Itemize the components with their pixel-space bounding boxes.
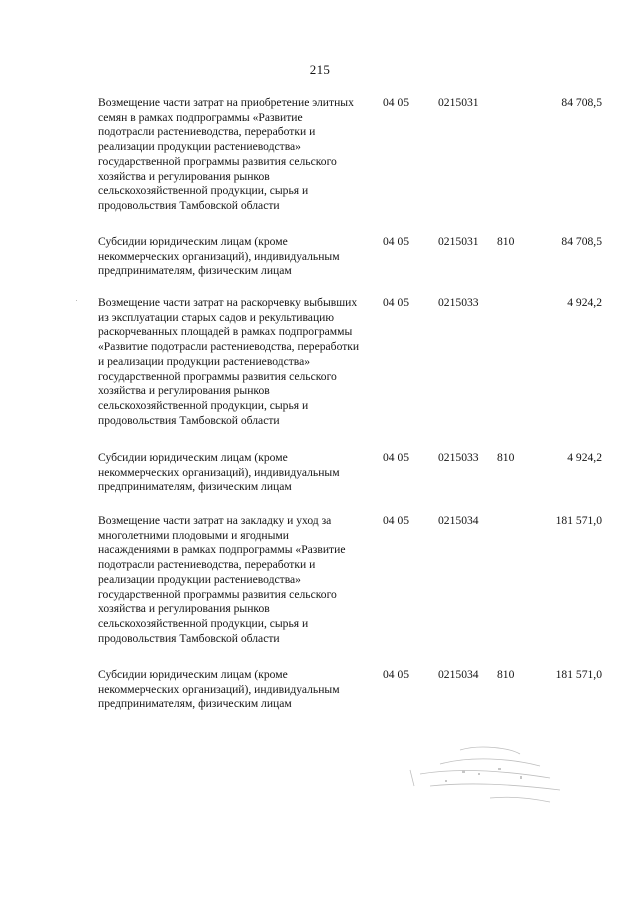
amount: 84 708,5 — [561, 96, 602, 109]
page-number: 215 — [309, 62, 331, 77]
target-code: 0215031 — [438, 96, 479, 109]
row-description: Субсидии юридическим лицам (кроме некоммерческих организаций), индивидуальным предпринимателям, физическим лицам — [98, 451, 340, 494]
amount: 4 924,2 — [567, 296, 602, 309]
amount: 4 924,2 — [567, 451, 602, 464]
row-description: Возмещение части затрат на раскорчевку выбывших из эксплуатации старых садов и рекультивацию раскорчеванных площадей в рамках подпрограммы «Развитие подотрасли растениеводства, переработки и реализации продукции растениеводства» государственной программы развития сельского хозяйства и регулирования рынков сельскохозяйственной продукции, сырья и продовольствия Тамбовской области — [98, 296, 360, 427]
target-code: 0215034 — [438, 514, 479, 527]
row-description: Возмещение части затрат на приобретение элитных семян в рамках подпрограммы «Развитие подотрасли растениеводства, переработки и реализации продукции растениеводства» государственной программы развития сельского хозяйства и регулирования рынков сельскохозяйственной продукции, сырья и продовольствия Тамбовской области — [98, 96, 354, 212]
row-description: Субсидии юридическим лицам (кроме некоммерческих организаций), индивидуальным предпринимателям, физическим лицам — [98, 668, 340, 711]
amount: 181 571,0 — [555, 514, 602, 527]
section-code: 04 05 — [383, 451, 410, 464]
faint-stamp — [400, 740, 570, 810]
amount: 181 571,0 — [555, 668, 602, 681]
expense-type-code: 810 — [497, 668, 515, 681]
row-description: Возмещение части затрат на закладку и уход за многолетними плодовыми и ягодными насаждениями в рамках подпрограммы «Развитие подотрасли растениеводства, переработки и реализации продукции растениеводства» государственной программы развития сельского хозяйства и регулирования рынков сельскохозяйственной продукции, сырья и продовольствия Тамбовской области — [98, 514, 346, 645]
section-code: 04 05 — [383, 514, 410, 527]
section-code: 04 05 — [383, 235, 410, 248]
row-description: Субсидии юридическим лицам (кроме некоммерческих организаций), индивидуальным предпринимателям, физическим лицам — [98, 235, 340, 278]
amount: 84 708,5 — [561, 235, 602, 248]
target-code: 0215033 — [438, 451, 479, 464]
target-code: 0215033 — [438, 296, 479, 309]
section-code: 04 05 — [383, 96, 410, 109]
section-code: 04 05 — [383, 668, 410, 681]
section-code: 04 05 — [383, 296, 410, 309]
target-code: 0215031 — [438, 235, 479, 248]
target-code: 0215034 — [438, 668, 479, 681]
expense-type-code: 810 — [497, 235, 515, 248]
expense-type-code: 810 — [497, 451, 515, 464]
margin-speck — [76, 300, 77, 301]
